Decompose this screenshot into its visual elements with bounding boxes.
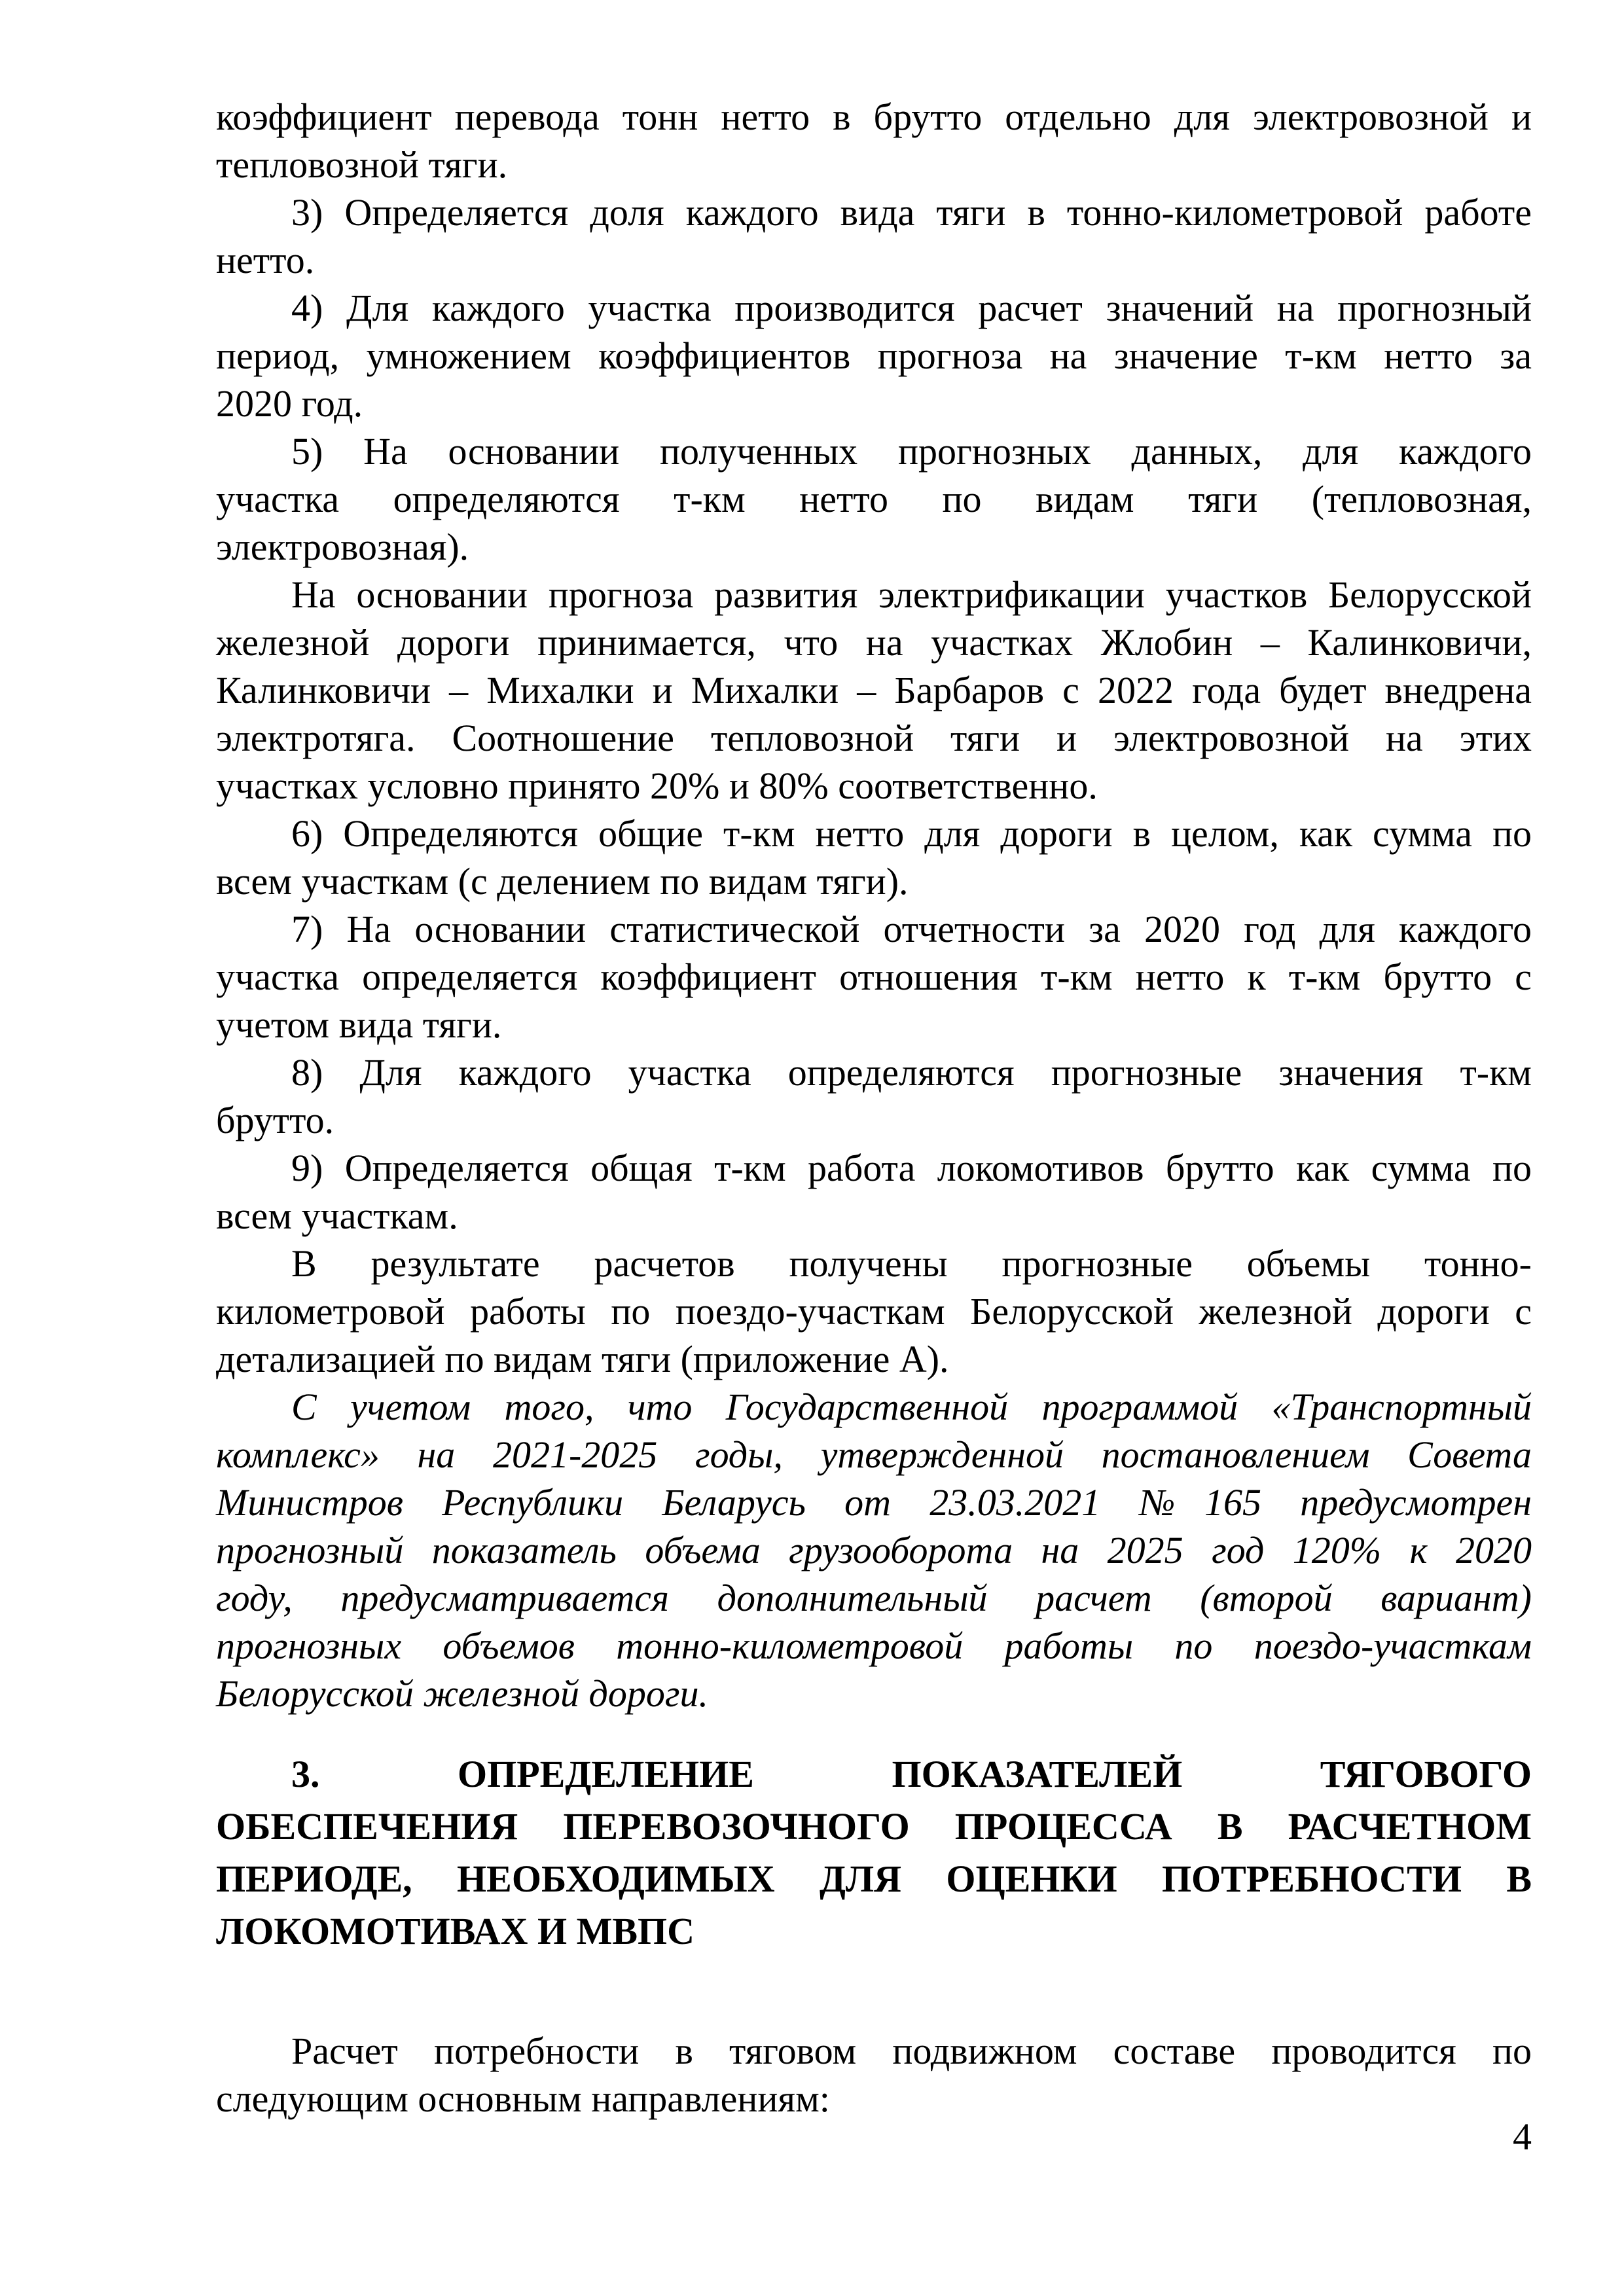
paragraph	[216, 93, 1532, 188]
text-line: 2020 год.	[216, 382, 363, 425]
text-line: учетом вида тяги.	[216, 1003, 502, 1046]
paragraph	[216, 571, 1532, 810]
text-line: 3) Определяется доля каждого вида тяги в тонно-километровой работе	[291, 191, 1532, 234]
text-line: коэффициент перевода тонн нетто в брутто отдельно для электровозной и	[216, 96, 1532, 138]
text-line: Министров Республики Беларусь от 23.03.2021 №165 предусмотрен	[216, 1481, 1532, 1524]
text-line: всем участкам.	[216, 1194, 458, 1237]
text-line: На основании прогноза развития электрификации участков Белорусской	[291, 573, 1532, 616]
text-line: брутто.	[216, 1099, 334, 1141]
text-line: 3. ОПРЕДЕЛЕНИЕ ПОКАЗАТЕЛЕЙ ТЯГОВОГО	[291, 1753, 1532, 1795]
text-line: 9) Определяется общая т-км работа локомотивов брутто как сумма по	[291, 1147, 1532, 1189]
paragraph	[216, 905, 1532, 1049]
text-line: участках условно принято 20% и 80% соответственно.	[216, 764, 1098, 807]
text-line: детализацией по видам тяги (приложение А).	[216, 1338, 949, 1380]
paragraph	[216, 1144, 1532, 1240]
paragraph	[216, 188, 1532, 284]
text-line: 6) Определяются общие т-км нетто для дороги в целом, как сумма по	[291, 812, 1532, 855]
text-line: ЛОКОМОТИВАХ И МВПС	[216, 1910, 695, 1952]
paragraph	[216, 284, 1532, 427]
text-line: 5) На основании полученных прогнозных данных, для каждого	[291, 430, 1532, 473]
page-number: 4	[1513, 2115, 1532, 2158]
text-line: всем участкам (с делением по видам тяги).	[216, 860, 909, 903]
paragraph	[216, 1049, 1532, 1144]
text-line: 8) Для каждого участка определяются прогнозные значения т-км	[291, 1051, 1532, 1094]
text-line: В результате расчетов получены прогнозные объемы тонно-	[291, 1242, 1532, 1285]
text-line: период, умножением коэффициентов прогноза на значение т-км нетто за	[216, 334, 1532, 377]
paragraph	[216, 1383, 1532, 1717]
text-line: участка определяется коэффициент отношения т-км нетто к т-км брутто с	[216, 956, 1532, 998]
text-line: ПЕРИОДЕ, НЕОБХОДИМЫХ ДЛЯ ОЦЕНКИ ПОТРЕБНОСТИ В	[216, 1857, 1532, 1900]
text-line: следующим основным направлениям:	[216, 2077, 830, 2120]
text-line: нетто.	[216, 239, 315, 281]
text-line: 7) На основании статистической отчетности за 2020 год для каждого	[291, 908, 1532, 950]
text-line: комплекс» на 2021-2025 годы, утвержденной постановлением Совета	[216, 1433, 1532, 1476]
text-line: электровозная).	[216, 526, 469, 568]
text-line: ОБЕСПЕЧЕНИЯ ПЕРЕВОЗОЧНОГО ПРОЦЕССА В РАСЧЕТНОМ	[216, 1805, 1532, 1848]
text-line: Калинковичи – Михалки и Михалки – Барбаров с 2022 года будет внедрена	[216, 669, 1532, 711]
text-line: 4) Для каждого участка производится расчет значений на прогнозный	[291, 287, 1532, 329]
text-line: году, предусматривается дополнительный расчет (второй вариант)	[216, 1577, 1532, 1619]
text-line: километровой работы по поездо-участкам Белорусской железной дороги с	[216, 1290, 1532, 1333]
section-heading	[216, 1748, 1532, 1958]
text-line: Белорусской железной дороги.	[216, 1672, 708, 1715]
text-line: прогнозный показатель объема грузооборота на 2025 год 120% к 2020	[216, 1529, 1532, 1571]
text-line: железной дороги принимается, что на участках Жлобин – Калинковичи,	[216, 621, 1532, 664]
text-line: электротяга. Соотношение тепловозной тяги и электровозной на этих	[216, 717, 1532, 759]
text-line: Расчет потребности в тяговом подвижном составе проводится по	[291, 2030, 1532, 2072]
text-line: С учетом того, что Государственной программой «Транспортный	[291, 1386, 1532, 1428]
paragraph	[216, 427, 1532, 571]
paragraph	[216, 1240, 1532, 1383]
text-line: тепловозной тяги.	[216, 143, 508, 186]
paragraph	[216, 810, 1532, 905]
text-line: участка определяются т-км нетто по видам тяги (тепловозная,	[216, 478, 1532, 520]
text-line: прогнозных объемов тонно-километровой работы по поездо-участкам	[216, 1624, 1532, 1667]
text-flow	[216, 93, 1532, 2123]
paragraph	[216, 2027, 1532, 2123]
